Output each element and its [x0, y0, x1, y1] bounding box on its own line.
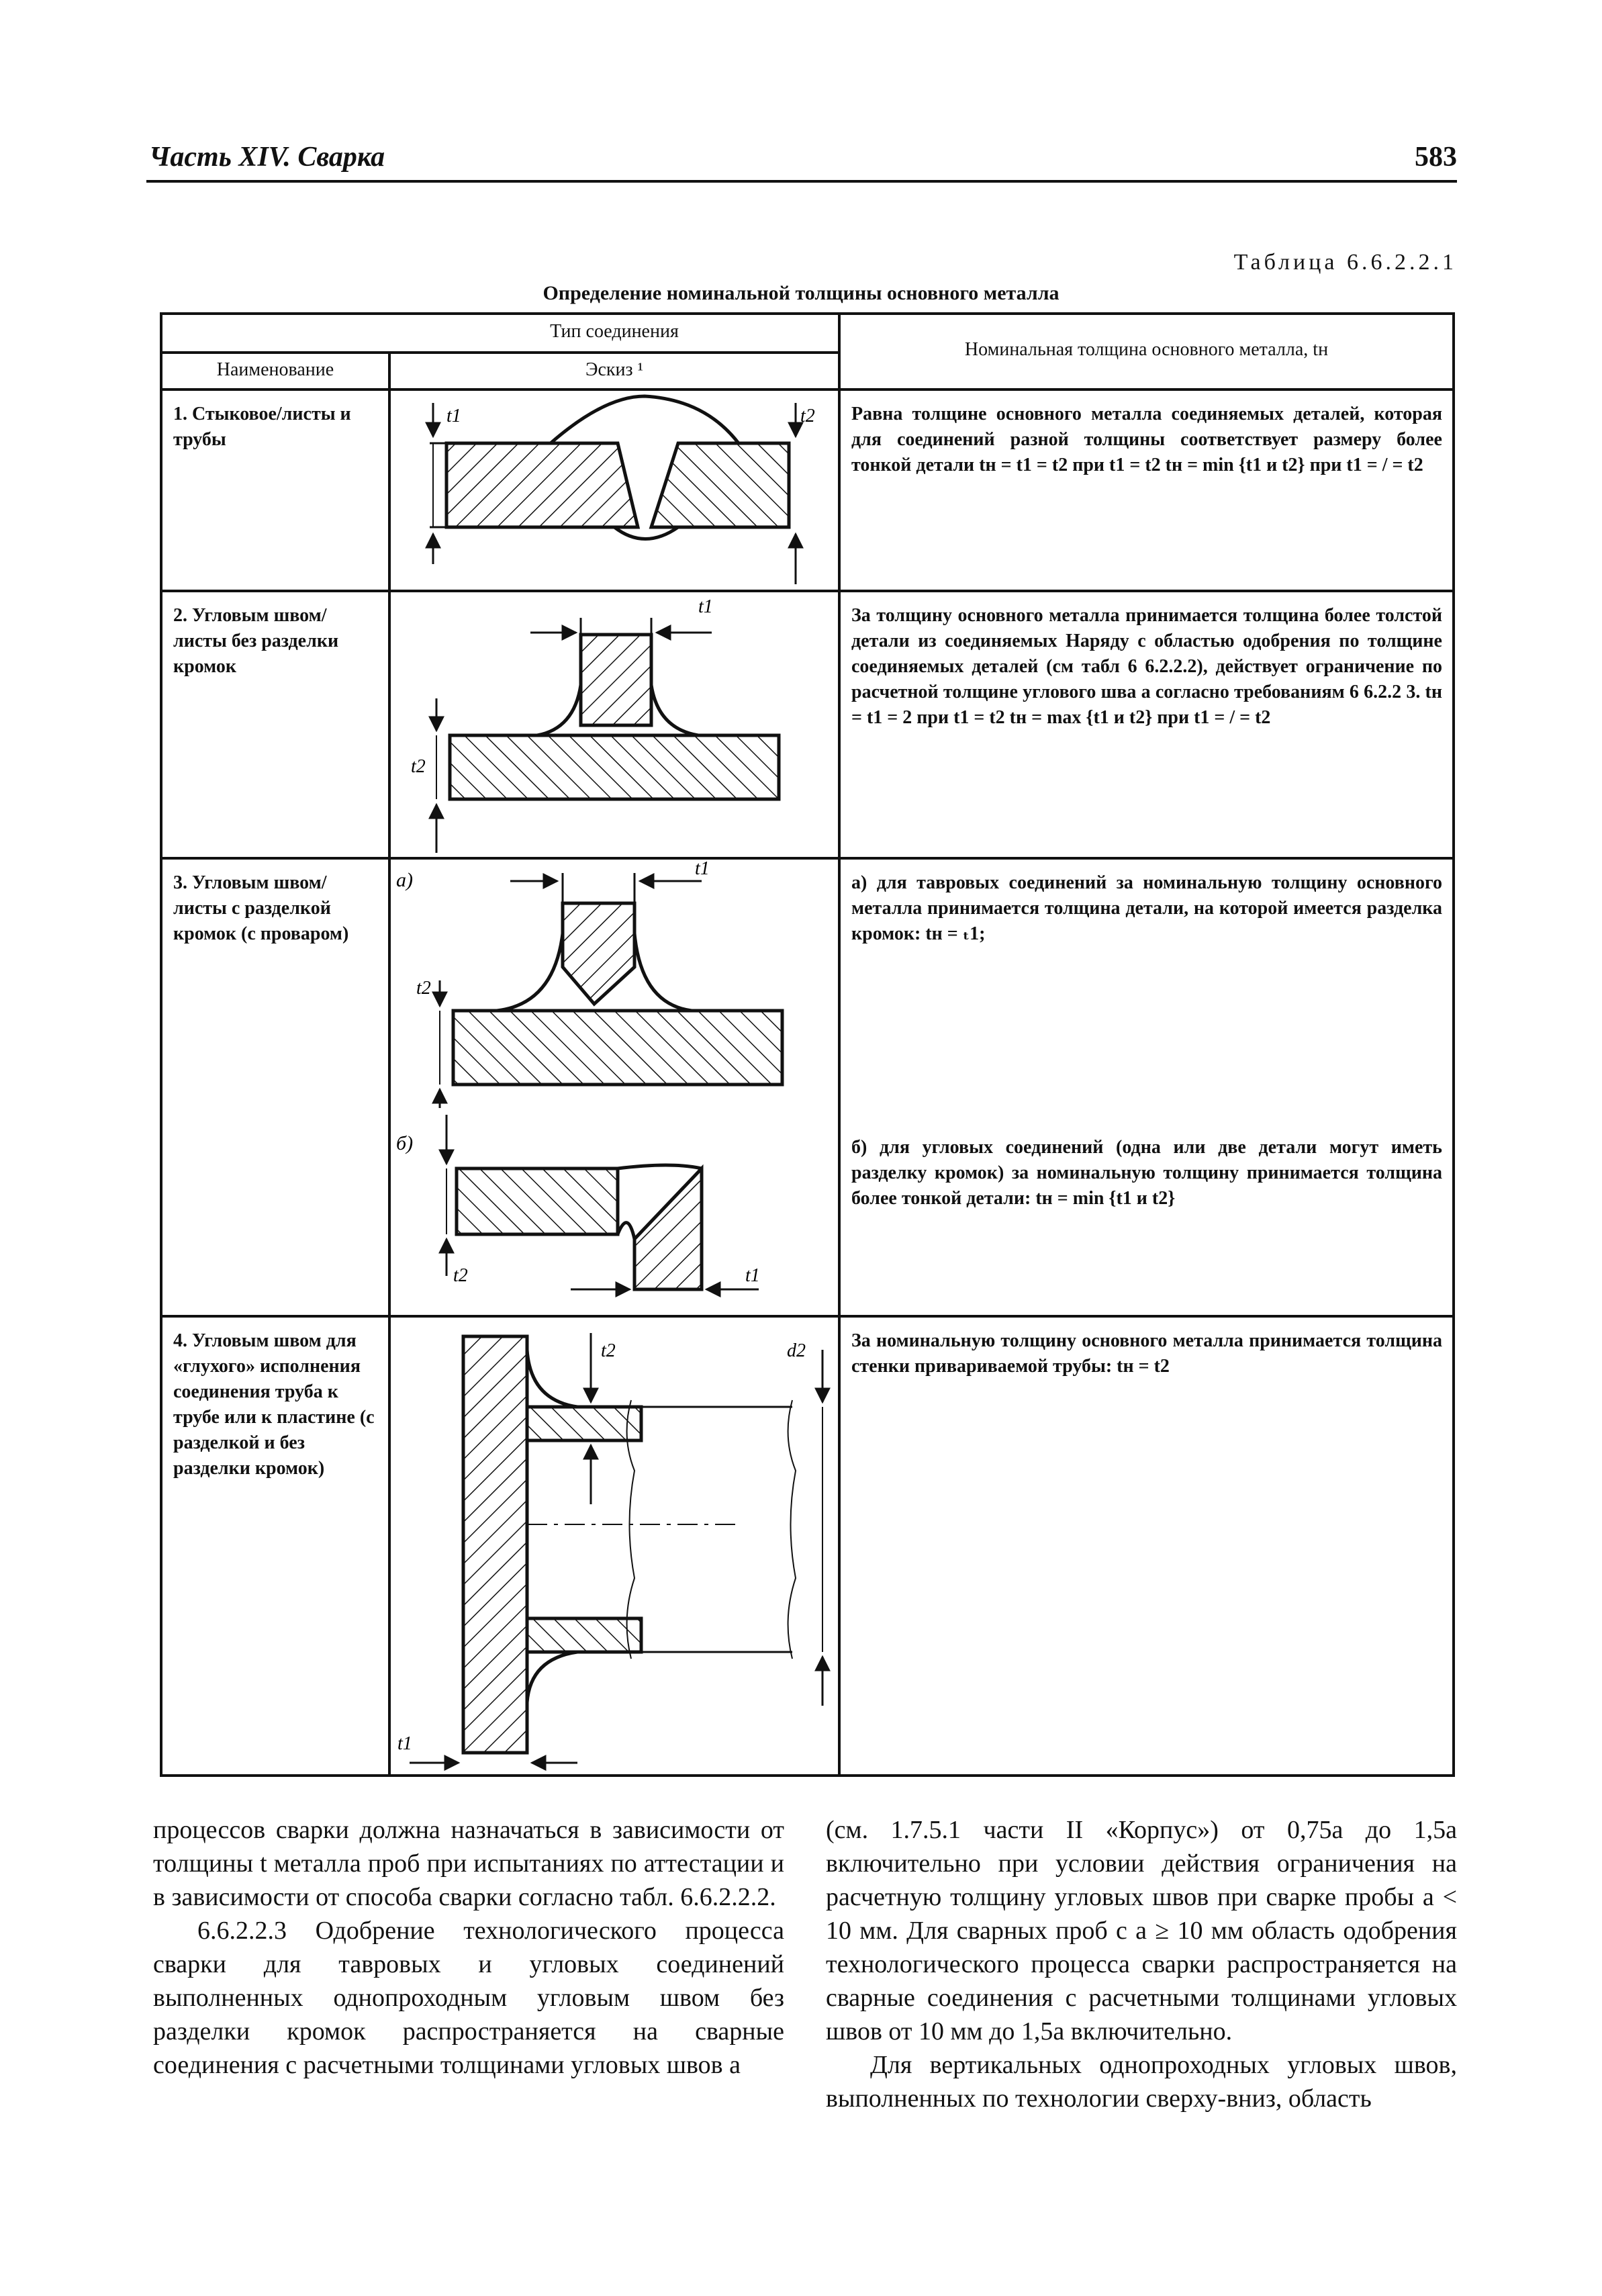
page-number: 583	[1415, 142, 1457, 173]
table-number: Таблица 6.6.2.2.1	[1233, 250, 1457, 275]
sketch-fillet-no-prep	[411, 596, 779, 853]
dim-t1: t1	[698, 596, 713, 617]
dim-t1: t1	[695, 858, 710, 879]
dim-t1: t1	[446, 406, 461, 426]
table-grid	[161, 314, 1454, 1776]
dim-t1: t1	[745, 1265, 760, 1286]
dim-t2: t2	[453, 1265, 468, 1286]
row-1-desc: Равна толщине основного металла соединяемых деталей, которая для соединений разной толщины соответствует размеру более тонкой детали tн = t1 = t2 при t1 = t2 tн = min {t1 и t2} при t1 = / = t2	[851, 404, 1442, 475]
row-3-desc-a: а) для тавровых соединений за номинальную толщину основного металла принимается толщина детали, на которой имеется разделка кромок: tн = ₜ1;	[851, 872, 1442, 944]
row-2-name: 2. Угловым швом/ листы без разделки кромок	[173, 605, 339, 677]
body-right-para-1: (см. 1.7.5.1 части II «Корпус») от 0,75a до 1,5a включительно при условии действия ограничения на расчетную толщину угловых швов при сварке пробы a < 10 мм. Для сварных проб с a ≥ 10 мм область одобрения технологического процесса сварки распространяется на сварные соединения с расчетными толщинами угловых швов от 10 мм до 1,5a включительно.	[826, 1816, 1457, 2046]
row-2-desc: За толщину основного металла принимается толщина более толстой детали из соединяемых Наряду с областью одобрения по толщине соединяемых деталей (см табл 6 6.2.2.2), действует ограничение по расчетной толщине углового шва a согласно требованиям 6 6.2.2 3. tн = t1 = 2 при t1 = t2 tн = max {t1 и t2} при t1 = / = t2	[851, 605, 1442, 728]
row-3-name: 3. Угловым швом/ листы с разделкой кромок (с проваром)	[173, 872, 349, 944]
dim-t2: t2	[411, 756, 426, 777]
head-sketch: Эскиз ¹	[585, 359, 643, 380]
row-1-name: 1. Стыковое/листы и трубы	[173, 404, 351, 450]
head-joint-type: Тип соединения	[550, 321, 679, 342]
body-left-column	[153, 1813, 784, 2082]
label-a: а)	[396, 869, 413, 891]
body-left-para-1: процессов сварки должна назначаться в зависимости от толщины t металла проб при испытаниях по аттестации и в зависимости от способа сварки согласно табл. 6.6.2.2.2.	[153, 1816, 784, 1911]
dim-d2: d2	[787, 1340, 806, 1361]
dim-t2: t2	[601, 1340, 616, 1361]
head-thickness: Номинальная толщина основного металла, tн	[964, 339, 1329, 360]
running-header: Часть XIV. Сварка	[149, 142, 385, 173]
sketch-pipe-to-plate	[397, 1333, 822, 1763]
sketch-fillet-prep-b	[396, 1115, 760, 1289]
dim-t1: t1	[397, 1733, 412, 1754]
sketch-fillet-prep-a	[396, 858, 782, 1108]
row-3-desc-b: б) для угловых соединений (одна или две детали могут иметь разделку кромок) за номинальную толщину принимается толщина более тонкой детали: tн = min {t1 и t2}	[851, 1137, 1442, 1209]
sketch-butt-joint	[430, 396, 815, 584]
body-right-column	[826, 1813, 1457, 2115]
row-4-name: 4. Угловым швом для «глухого» исполнения соединения труба к трубе или к пластине (с разделкой и без разделки кромок)	[173, 1330, 375, 1479]
table-title: Определение номинальной толщины основного металла	[543, 282, 1059, 304]
label-b: б)	[396, 1132, 414, 1154]
row-4-desc: За номинальную толщину основного металла принимается толщина стенки привариваемой трубы: tн = t2	[851, 1330, 1442, 1377]
body-left-para-2: 6.6.2.2.3 Одобрение технологического процесса сварки для тавровых и угловых соединений выполненных однопроходным угловым швом без разделки кромок распространяется на сварные соединения с расчетными толщинами угловых швов a	[153, 1917, 784, 2079]
dim-t2: t2	[800, 406, 815, 426]
head-name: Наименование	[216, 359, 334, 380]
dim-t2: t2	[416, 978, 431, 999]
body-right-para-2: Для вертикальных однопроходных угловых швов, выполненных по технологии сверху-вниз, область	[826, 2051, 1457, 2113]
